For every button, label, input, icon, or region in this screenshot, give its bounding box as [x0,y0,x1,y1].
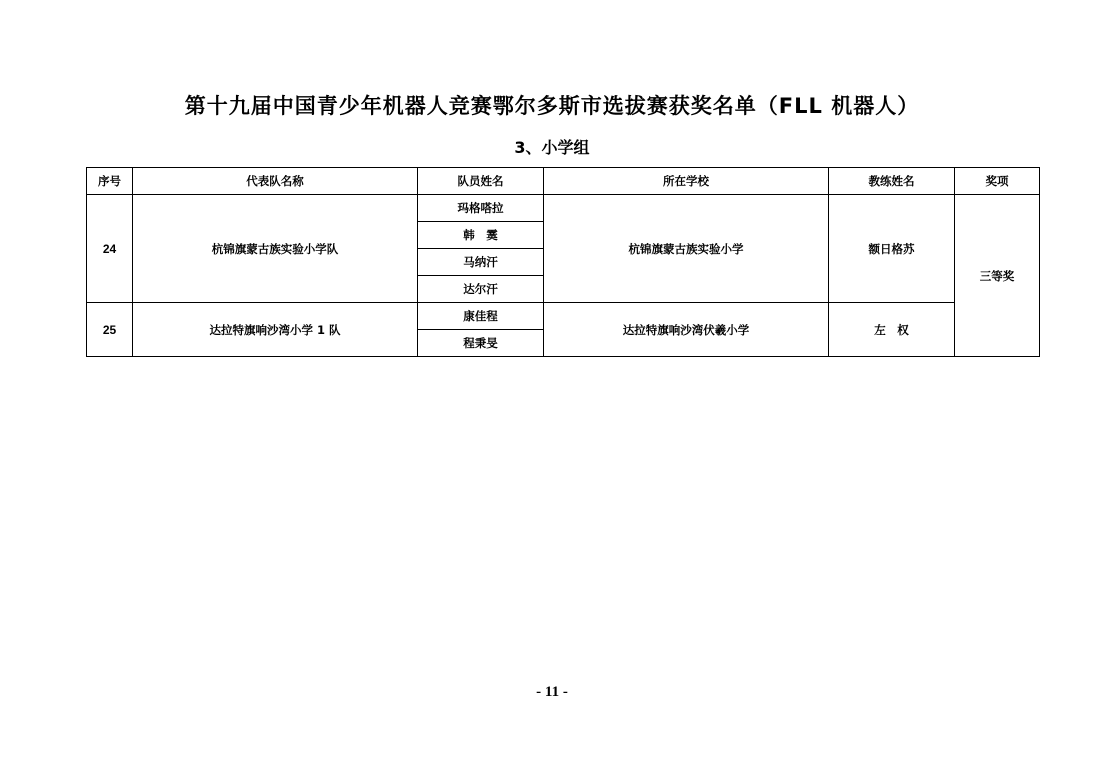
team-number: 25 [87,303,133,357]
team-name: 杭锦旗蒙古族实验小学队 [133,195,418,303]
member-name: 韩 霙 [418,222,544,249]
table-row [87,303,1040,330]
team-number: 24 [87,195,133,303]
section-subtitle: 3、小学组 [514,138,590,157]
award-cell: 三等奖 [955,195,1040,357]
member-name: 玛格嗒拉 [418,195,544,222]
team-name: 达拉特旗响沙湾小学 1 队 [133,303,418,357]
header-coach: 教练姓名 [829,168,955,195]
table-row [87,195,1040,222]
school-name: 达拉特旗响沙湾伏羲小学 [544,303,829,357]
header-member-name: 队员姓名 [418,168,544,195]
coach-name: 额日格苏 [829,195,955,303]
coach-name: 左 权 [829,303,955,357]
header-number: 序号 [87,168,133,195]
header-award: 奖项 [955,168,1040,195]
header-school: 所在学校 [544,168,829,195]
header-team-name: 代表队名称 [133,168,418,195]
member-name: 康佳程 [418,303,544,330]
member-name: 达尔汗 [418,276,544,303]
document-title: 第十九届中国青少年机器人竞赛鄂尔多斯市选拔赛获奖名单（FLL 机器人） [184,94,920,118]
member-name: 程秉旻 [418,330,544,357]
page-number: - 11 - [536,684,568,700]
member-name: 马纳汗 [418,249,544,276]
awards-table [86,167,1040,357]
table-header-row [87,168,1040,195]
school-name: 杭锦旗蒙古族实验小学 [544,195,829,303]
